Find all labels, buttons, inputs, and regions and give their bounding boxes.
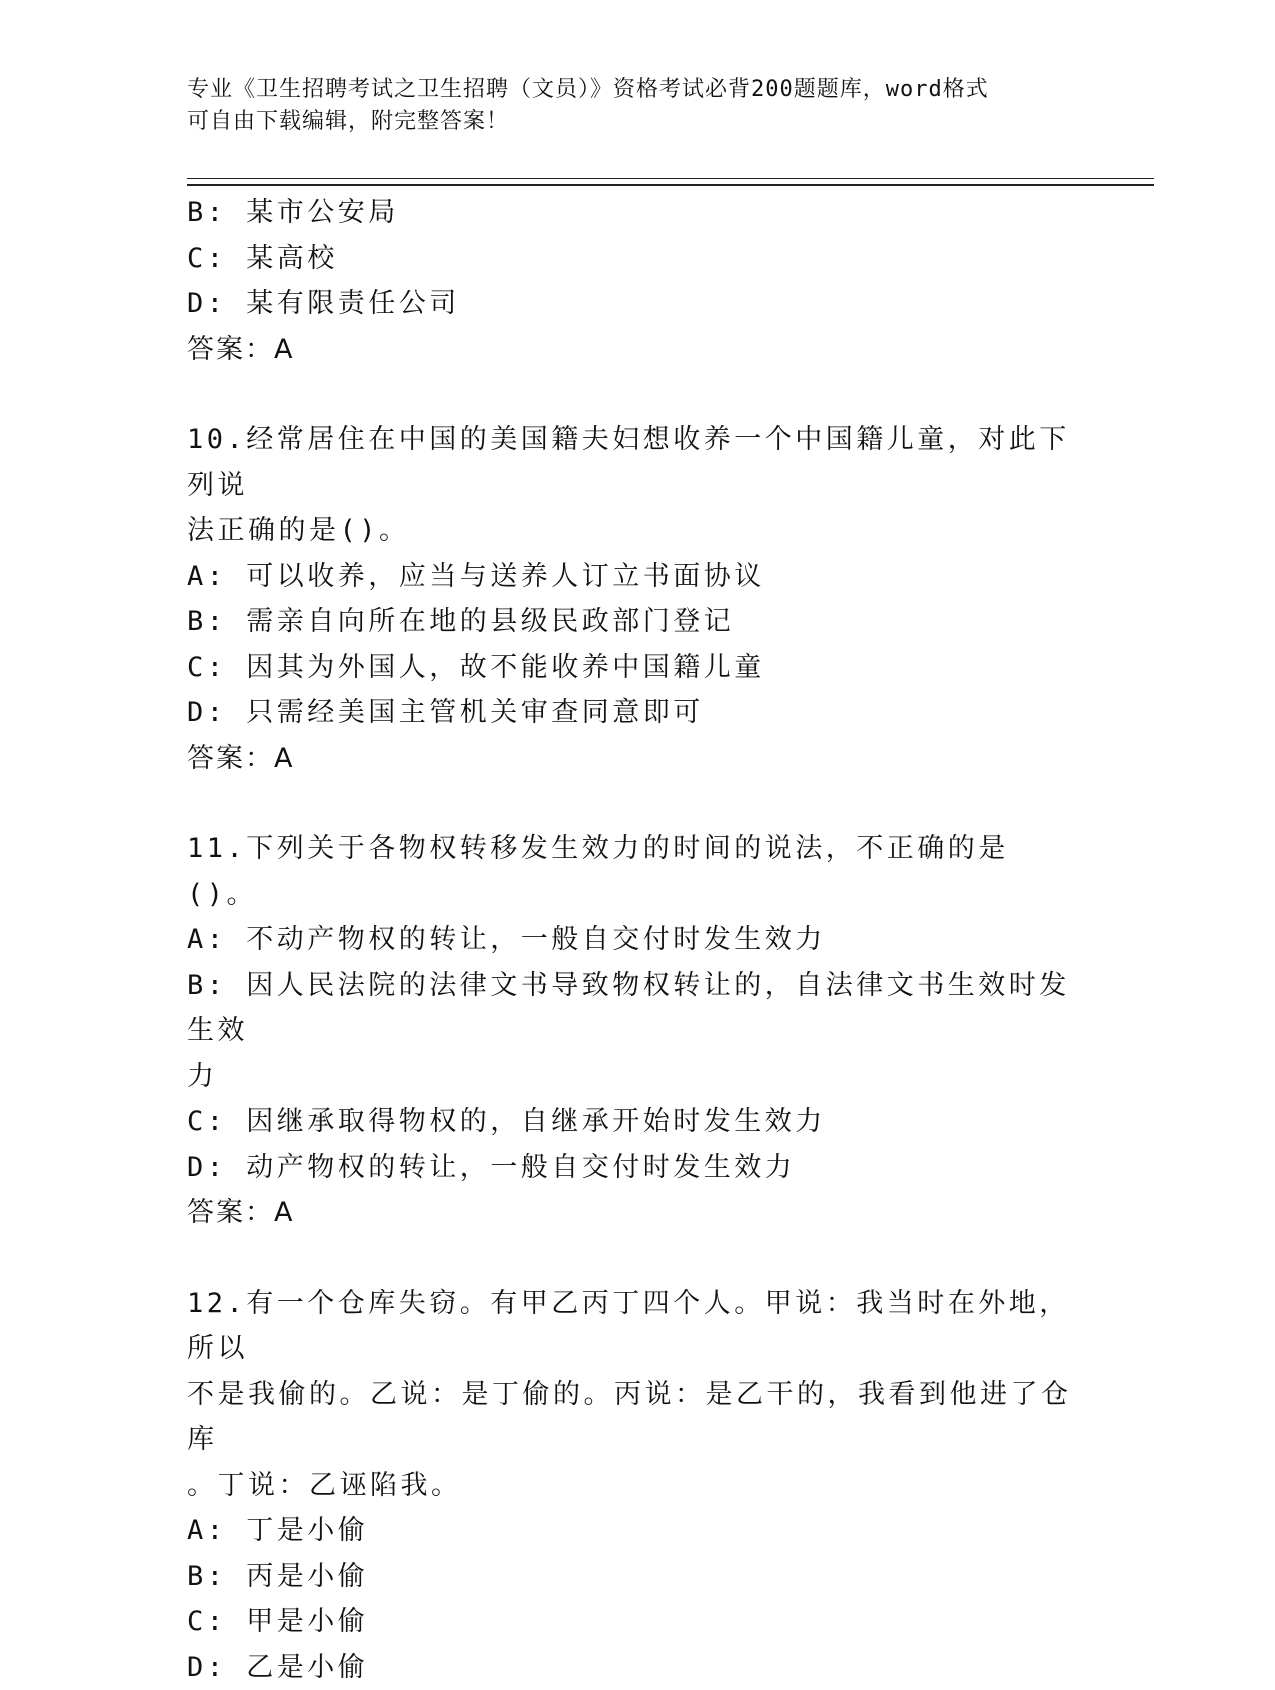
- header-title-line-1: 专业《卫生招聘考试之卫生招聘（文员）》资格考试必背200题题库，word格式: [187, 74, 1087, 106]
- spacer: [187, 1236, 1077, 1281]
- option-c: C: 因其为外国人，故不能收养中国籍儿童: [187, 645, 1077, 691]
- option-a: A: 可以收养，应当与送养人订立书面协议: [187, 554, 1077, 600]
- question-stem: 11.下列关于各物权转移发生效力的时间的说法，不正确的是()。: [187, 826, 1077, 917]
- question-stem-line: 10.经常居住在中国的美国籍夫妇想收养一个中国籍儿童，对此下列说: [187, 417, 1077, 508]
- header-title-line-2: 可自由下载编辑，附完整答案！: [187, 106, 1087, 138]
- option-b-line: B: 因人民法院的法律文书导致物权转让的，自法律文书生效时发生效: [187, 963, 1077, 1054]
- option-b: B: 丙是小偷: [187, 1554, 1077, 1600]
- option-c: C: 甲是小偷: [187, 1599, 1077, 1645]
- option-a: A: 不动产物权的转让，一般自交付时发生效力: [187, 917, 1077, 963]
- question-stem-line: 12.有一个仓库失窃。有甲乙丙丁四个人。甲说：我当时在外地，所以: [187, 1281, 1077, 1372]
- answer-label: 答案：A: [187, 736, 1077, 782]
- option-c: C: 某高校: [187, 236, 1077, 282]
- question-11-block: [187, 826, 1077, 1236]
- header-divider: [187, 178, 1154, 186]
- option-b-line: 力: [187, 1054, 1077, 1100]
- question-stem-line: 不是我偷的。乙说：是丁偷的。丙说：是乙干的，我看到他进了仓库: [187, 1372, 1077, 1463]
- option-d: D: 动产物权的转让，一般自交付时发生效力: [187, 1145, 1077, 1191]
- question-9-block: [187, 190, 1077, 372]
- question-10-block: [187, 417, 1077, 781]
- option-d: D: 乙是小偷: [187, 1645, 1077, 1690]
- question-list: [187, 190, 1077, 1690]
- question-stem-line: 。丁说：乙诬陷我。: [187, 1463, 1077, 1509]
- spacer: [187, 372, 1077, 417]
- answer-label: 答案：A: [187, 1190, 1077, 1236]
- option-b: B: 需亲自向所在地的县级民政部门登记: [187, 599, 1077, 645]
- option-d: D: 只需经美国主管机关审查同意即可: [187, 690, 1077, 736]
- question-12-block: [187, 1281, 1077, 1690]
- option-d: D: 某有限责任公司: [187, 281, 1077, 327]
- option-c: C: 因继承取得物权的，自继承开始时发生效力: [187, 1099, 1077, 1145]
- answer-label: 答案：A: [187, 327, 1077, 373]
- spacer: [187, 781, 1077, 826]
- document-header: [187, 74, 1087, 138]
- question-stem-line: 法正确的是()。: [187, 508, 1077, 554]
- option-b: B: 某市公安局: [187, 190, 1077, 236]
- option-a: A: 丁是小偷: [187, 1508, 1077, 1554]
